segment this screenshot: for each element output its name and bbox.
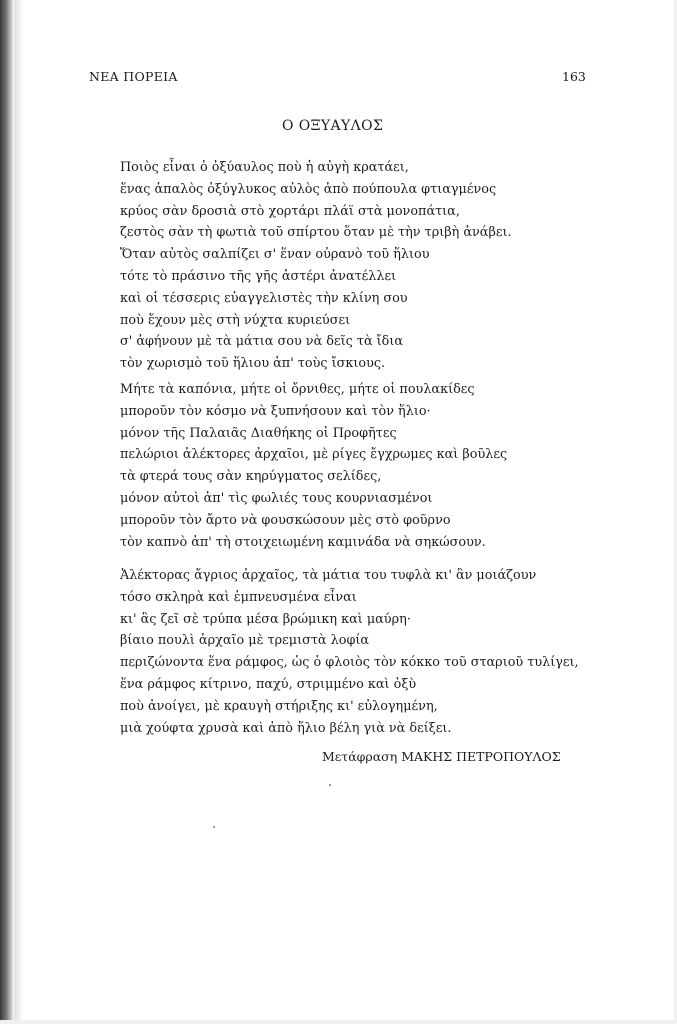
poem-title: Ο ΟΞΥΑΥΛΟΣ — [282, 118, 384, 134]
print-speck — [329, 784, 331, 786]
stanza-1 — [120, 157, 570, 375]
poem-line: μποροῦν τὸν ἄρτο νὰ φουσκώσουν μὲς στὸ φοῦρνο — [120, 512, 451, 528]
book-spine-shadow — [0, 0, 14, 1024]
poem-line: Ὅταν αὐτὸς σαλπίζει σ' ἕναν οὐρανὸ τοῦ ἥλιου — [120, 247, 430, 263]
poem-line: τότε τὸ πράσινο τῆς γῆς ἀστέρι ἀνατέλλει — [120, 268, 397, 284]
gutter-shade — [14, 0, 24, 1024]
page-number: 163 — [562, 69, 586, 84]
poem-line: ζεστὸς σὰν τὴ φωτιὰ τοῦ σπίρτου ὅταν μὲ τὴν τριβὴ ἀνάβει. — [120, 225, 512, 241]
poem-line: τὸν χωρισμὸ τοῦ ἥλιου ἀπ' τοὺς ἴσκιους. — [120, 356, 386, 372]
poem-line: βίαιο πουλὶ ἀρχαῖο μὲ τρεμιστὰ λοφία — [120, 633, 370, 649]
poem-line: κι' ἂς ζεῖ σὲ τρύπα μέσα βρώμικη καὶ μαύρη· — [120, 611, 411, 627]
poem-line: πελώριοι ἀλέκτορες ἀρχαῖοι, μὲ ρίγες ἔγχρωμες καὶ βοῦλες — [120, 447, 508, 463]
translator-name: ΜΑΚΗΣ ΠΕΤΡΟΠΟΥΛΟΣ — [401, 749, 561, 764]
stanza-2 — [120, 379, 570, 553]
poem-line: τὰ φτερά τους σὰν κηρύγματος σελίδες, — [120, 469, 382, 485]
poem-line: καὶ οἱ τέσσερις εὐαγγελιστὲς τὴν κλίνη σου — [120, 290, 408, 306]
poem-line: τόσο σκληρὰ καὶ ἐμπνευσμένα εἶναι — [120, 589, 357, 605]
print-speck — [213, 826, 215, 828]
translator-prefix: Μετάφραση — [322, 749, 398, 764]
stanza-3 — [120, 565, 579, 739]
poem-line: τὸν καπνὸ ἀπ' τὴ στοιχειωμένη καμινάδα νὰ σηκώσουν. — [120, 534, 486, 550]
poem-line: σ' ἀφήνουν μὲ τὰ μάτια σου νὰ δεῖς τὰ ἴδια — [120, 334, 404, 350]
poem-line: μόνον τῆς Παλαιᾶς Διαθήκης οἱ Προφῆτες — [120, 425, 397, 441]
poem-line: μιὰ χούφτα χρυσὰ καὶ ἀπὸ ἥλιο βέλη γιὰ νὰ δείξει. — [120, 720, 452, 736]
translator-credit — [322, 749, 561, 764]
poem-line: ποὺ ἔχουν μὲς στὴ νύχτα κυριεύσει — [120, 312, 351, 328]
poem-line: κρύος σὰν δροσιὰ στὸ χορτάρι πλάϊ στὰ μονοπάτια, — [120, 203, 460, 219]
poem-line: Μήτε τὰ καπόνια, μήτε οἱ ὄρνιθες, μήτε οἱ πουλακίδες — [120, 382, 475, 397]
poem-line: μόνον αὐτοὶ ἀπ' τὶς φωλιές τους κουρνιασμένοι — [120, 490, 433, 506]
poem-line: ἕνας ἁπαλὸς ὀξύγλυκος αὐλὸς ἀπὸ πούπουλα φτιαγμένος — [120, 181, 497, 197]
running-head: ΝΕΑ ΠΟΡΕΙΑ — [89, 69, 178, 84]
poem-line: μποροῦν τὸν κόσμο νὰ ξυπνήσουν καὶ τὸν ἥλιο· — [120, 403, 431, 419]
poem-line: ποὺ ἀνοίγει, μὲ κραυγὴ στήριξης κι' εὐλογημένη, — [120, 698, 438, 714]
poem-line: Ἀλέκτορας ἄγριος ἀρχαῖος, τὰ μάτια του τυφλὰ κι' ἂν μοιάζουν — [120, 568, 537, 583]
page-edge-bottom — [0, 1020, 677, 1024]
poem-line: ἕνα ράμφος κίτρινο, παχύ, στριμμένο καὶ ὀξὺ — [120, 676, 417, 692]
poem-line: περιζώνοντα ἕνα ράμφος, ὡς ὁ φλοιὸς τὸν κόκκο τοῦ σταριοῦ τυλίγει, — [120, 655, 579, 671]
poem-line: Ποιὸς εἶναι ὁ ὀξύαυλος ποὺ ἡ αὐγὴ κρατάει, — [120, 160, 409, 175]
